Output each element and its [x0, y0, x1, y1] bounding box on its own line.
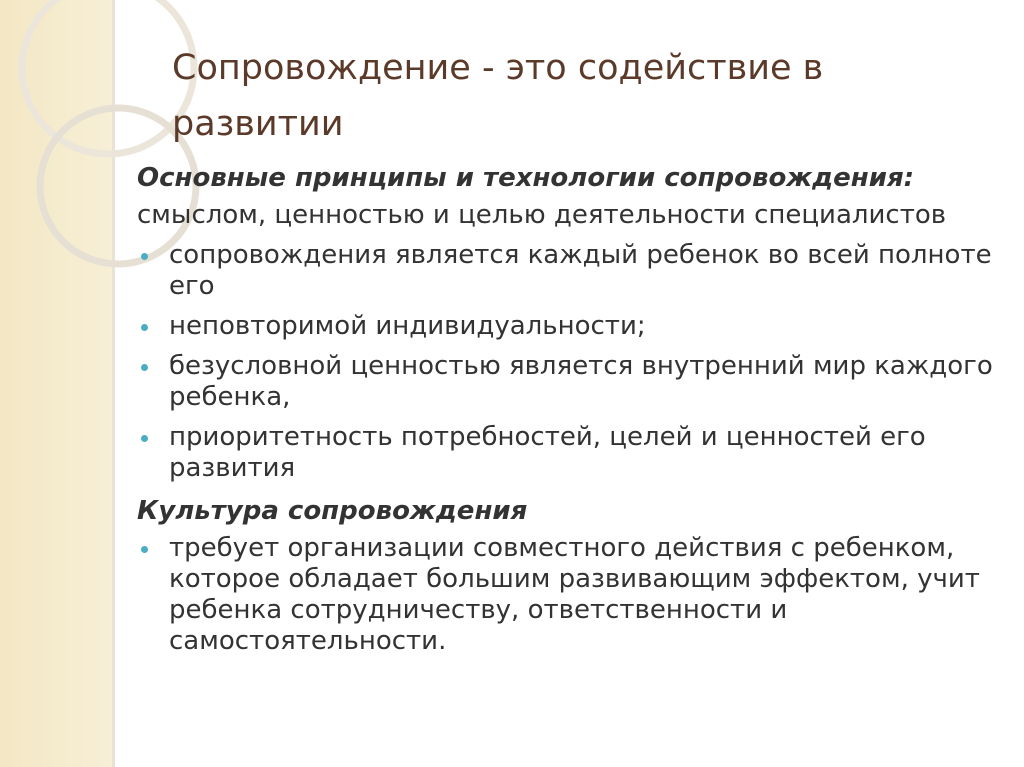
principle-item: неповторимой индивидуальности;: [137, 311, 997, 342]
slide-body: [137, 160, 997, 666]
principle-item: безусловной ценностью является внутренний мир каждого ребенка,: [137, 351, 997, 413]
principles-heading: Основные принципы и технологии сопровождения:: [137, 163, 915, 193]
culture-heading: Культура сопровождения: [137, 496, 528, 526]
culture-item: требует организации совместного действия с ребенком, которое обладает большим развивающим эффектом, учит ребенка сотрудничеству, ответственности и самостоятельности.: [137, 533, 997, 657]
principle-item: сопровождения является каждый ребенок во всей полноте его: [137, 240, 997, 302]
principle-item: смыслом, ценностью и целью деятельности специалистов: [137, 200, 947, 230]
slide-title: Сопровождение - это содействие в развитии: [172, 48, 824, 144]
principle-item: приоритетность потребностей, целей и ценностей его развития: [137, 422, 997, 484]
